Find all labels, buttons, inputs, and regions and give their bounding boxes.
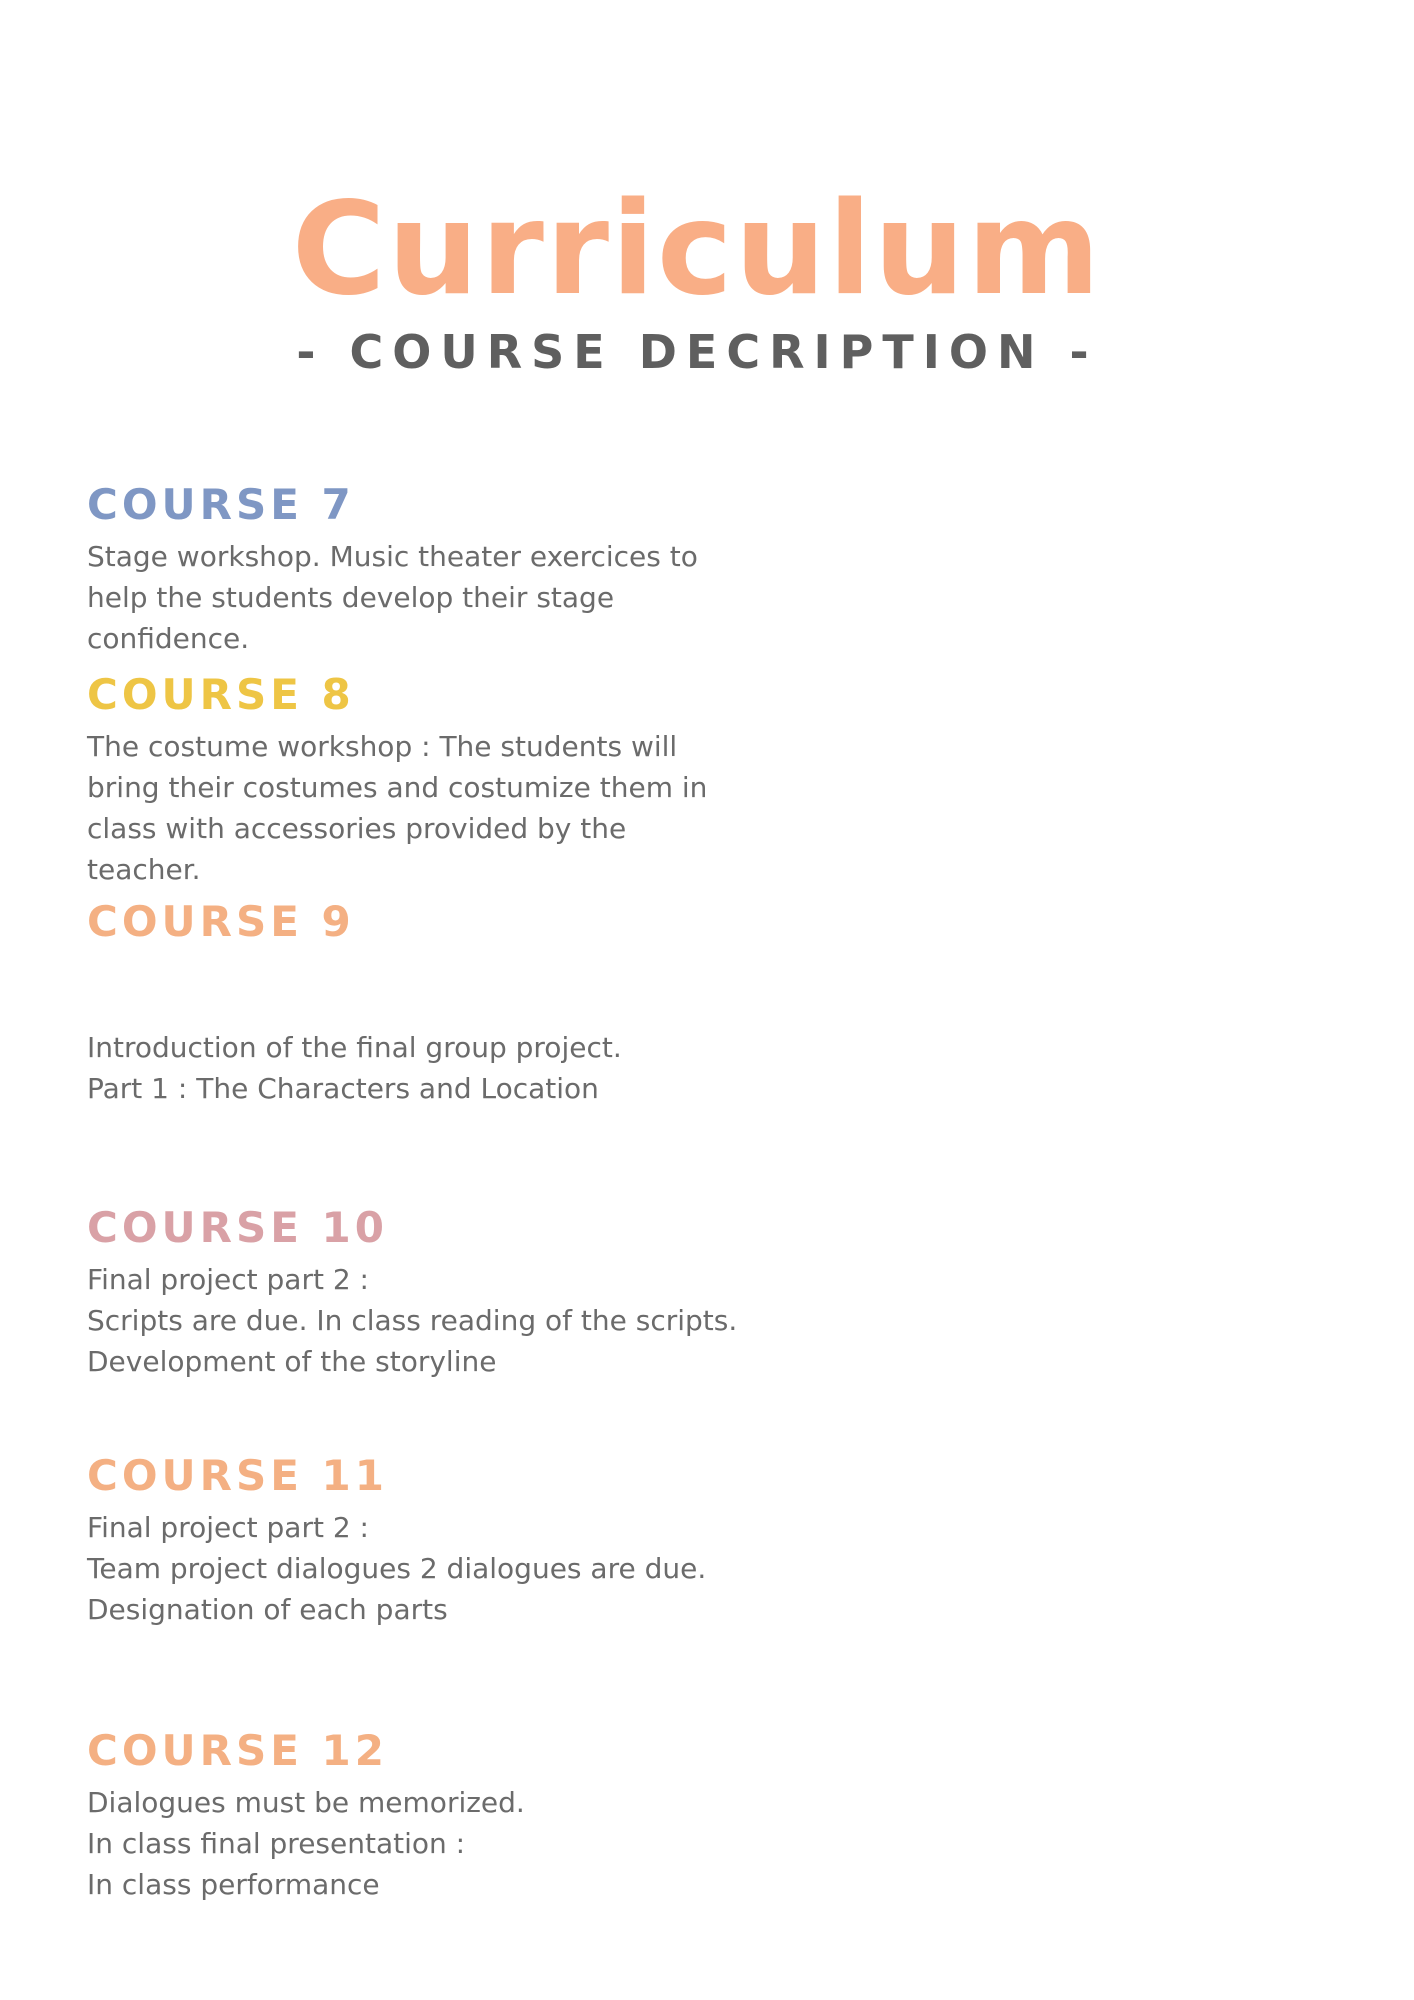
course-description: The costume workshop : The students will bring their costumes and costumize them in class with accessories provided by the teacher. — [87, 730, 708, 886]
course-heading: COURSE 10 — [87, 1203, 388, 1252]
course-section-8 — [87, 670, 787, 890]
course-section-9 — [87, 897, 787, 1109]
course-description: Dialogues must be memorized. In class final presentation : In class performance — [87, 1786, 525, 1901]
course-heading: COURSE 8 — [87, 670, 355, 719]
page-subtitle: - COURSE DECRIPTION - — [296, 325, 1098, 379]
course-heading: COURSE 9 — [87, 897, 355, 946]
course-description: Final project part 2 : Team project dialogues 2 dialogues are due. Designation of each parts — [87, 1511, 707, 1626]
course-heading: COURSE 12 — [87, 1726, 388, 1775]
course-section-12 — [87, 1726, 787, 1905]
course-section-11 — [87, 1451, 787, 1630]
course-heading: COURSE 11 — [87, 1451, 388, 1500]
course-description: Stage workshop. Music theater exercices to help the students develop their stage confidence. — [87, 540, 698, 655]
course-section-7 — [87, 480, 787, 659]
page-header — [0, 175, 1414, 382]
course-section-10 — [87, 1203, 787, 1382]
course-heading: COURSE 7 — [87, 480, 355, 529]
page-title: Curriculum — [291, 175, 1103, 324]
course-description: Final project part 2 : Scripts are due. In class reading of the scripts. Development of the storyline — [87, 1263, 738, 1378]
course-description: Introduction of the final group project. Part 1 : The Characters and Location — [87, 1031, 622, 1105]
